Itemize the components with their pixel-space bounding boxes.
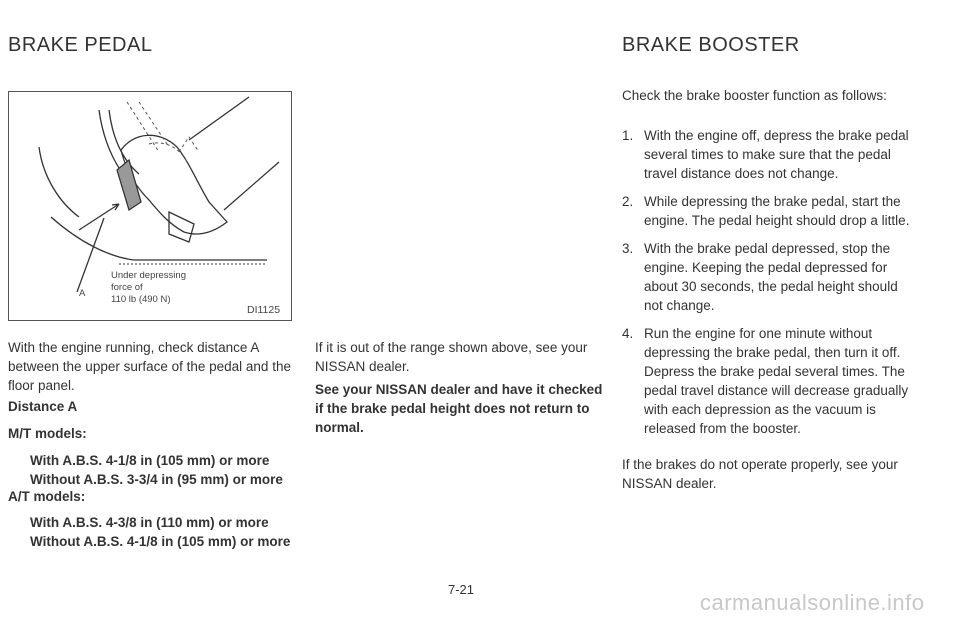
distance-a-label: A (79, 288, 86, 299)
list-item (622, 324, 914, 438)
step-text: With the brake pedal depressed, stop the engine. Keeping the pedal depressed for about 30 seconds, the pedal height should not change. (644, 241, 898, 313)
caption-line: 110 lb (490 N) (111, 294, 171, 305)
at-spec-line: Without A.B.S. 4-1/8 in (105 mm) or more (30, 534, 291, 549)
brake-pedal-figure (8, 91, 292, 321)
booster-steps-list (622, 126, 914, 447)
step-number: 4. (622, 326, 634, 341)
brake-pedal-title: BRAKE PEDAL (8, 34, 153, 56)
brake-booster-title: BRAKE BOOSTER (622, 34, 800, 56)
at-specs (30, 513, 298, 551)
booster-outro-text: If the brakes do not operate properly, see your NISSAN dealer. (622, 457, 898, 491)
caption-line: force of (111, 282, 143, 293)
pedal-intro-text: With the engine running, check distance A between the upper surface of the pedal and the floor panel. (8, 340, 291, 393)
mt-spec-line: With A.B.S. 4-1/8 in (105 mm) or more (30, 453, 270, 468)
site-watermark: carmanualsonline.info (700, 590, 925, 615)
figure-caption (111, 270, 261, 306)
booster-intro-text: Check the brake booster function as follows: (622, 88, 887, 103)
mt-spec-line: Without A.B.S. 3-3/4 in (95 mm) or more (30, 472, 283, 487)
dealer-warning-text: See your NISSAN dealer and have it checked if the brake pedal height does not return to normal. (315, 382, 603, 435)
step-number: 3. (622, 241, 634, 256)
list-item (622, 192, 914, 230)
range-note-text: If it is out of the range shown above, see your NISSAN dealer. (315, 340, 588, 374)
step-number: 2. (622, 194, 634, 209)
caption-line: Under depressing (111, 270, 186, 281)
figure-code: DI1125 (247, 304, 281, 316)
step-text: Run the engine for one minute without depressing the brake pedal, then turn it off. Depress the brake pedal several times. The pedal travel distance will decrease gradually with each depression as the vacuum is released from the booster. (644, 326, 909, 436)
step-text: With the engine off, depress the brake pedal several times to make sure that the pedal travel distance does not change. (644, 128, 909, 181)
distance-a-heading: Distance A (8, 399, 78, 414)
step-number: 1. (622, 128, 634, 143)
step-text: While depressing the brake pedal, start the engine. The pedal height should drop a little. (644, 194, 910, 228)
at-models-heading: A/T models: (8, 489, 86, 504)
mt-models-heading: M/T models: (8, 426, 87, 441)
page-number: 7-21 (448, 582, 475, 597)
list-item (622, 126, 914, 183)
list-item (622, 239, 914, 315)
at-spec-line: With A.B.S. 4-3/8 in (110 mm) or more (30, 515, 269, 530)
mt-specs (30, 451, 298, 489)
